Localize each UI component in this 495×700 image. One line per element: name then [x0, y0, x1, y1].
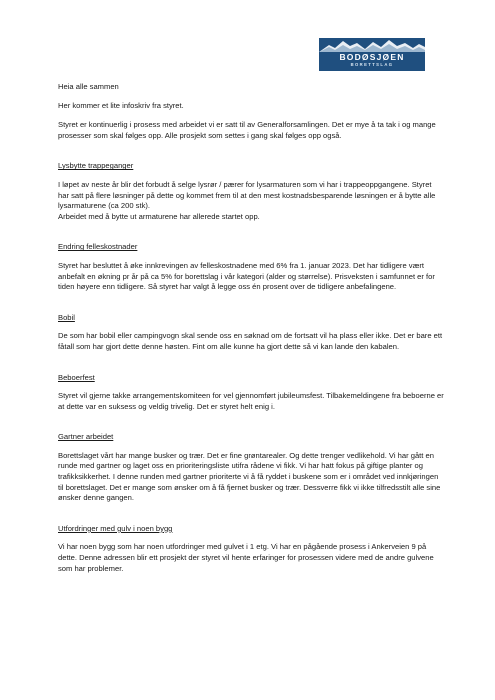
section-heading: Lysbytte trappeganger: [58, 161, 134, 171]
section-paragraph: I løpet av neste år blir det forbudt å selge lysrør / pærer for lysarmaturen som vi har i trappeoppgangene. Styret har satt på flere løsninger på dette og kommet frem til at den mest kostnadsbesparende løsningen er å bytte alle lysarmaturene (ca 200 stk).: [58, 179, 436, 211]
section-heading: Beboerfest: [58, 372, 95, 382]
section-heading: Gartner arbeidet: [58, 432, 114, 442]
section-heading: Endring felleskostnader: [58, 242, 138, 252]
lead-paragraph: Styret er kontinuerlig i prosess med arbeidet vi er satt til av Generalforsamlingen. Det er mye å ta tak i og mange prosesser som skal følges opp. Alle prosjekt som settes i gang skal følges opp også.: [58, 120, 436, 140]
logo-subtitle: BORETTSLAG: [350, 62, 394, 67]
section-paragraph: De som har bobil eller campingvogn skal sende oss en søknad om de fortsatt vil ha plass eller ikke. Det er bare ett fåtall som har gjort dette denne høsten. Fint om alle kunne ha gjort dette så vi kan lande den kabalen.: [58, 331, 443, 351]
section-paragraph: Arbeidet med å bytte ut armaturene har allerede startet opp.: [58, 211, 260, 221]
intro-text: Her kommer et lite infoskriv fra styret.: [58, 100, 184, 110]
section-paragraph: Styret vil gjerne takke arrangementskomiteen for vel gjennomført jubileumsfest. Tilbakemeldingene fra beboerne er at dette var en suksess og veldig trivelig. Det er styret helt enig i.: [58, 391, 444, 411]
section-paragraph: Styret har besluttet å øke innkrevingen av felleskostnadene med 6% fra 1. januar 2023. Det har tidligere vært anbefalt en økning pr år på ca 5% for borettslag i vår kategori (alder og størrelse). Prisveksten i samfunnet er for tiden høyere enn tidligere. Så styret har valgt å legge oss én prosent over de tidligere anbefalingene.: [58, 260, 435, 292]
borettslag-logo: [319, 38, 425, 71]
section-bobil: [58, 313, 444, 353]
section-gulv: [58, 524, 444, 574]
section-heading: Utfordringer med gulv i noen bygg: [58, 523, 173, 533]
logo-title: BODØSJØEN: [339, 52, 405, 62]
section-paragraph: Borettslaget vårt har mange busker og trær. Det er fine grøntarealer. Og dette trenger vedlikehold. Vi har gått en runde med gartner og laget oss en prioriteringsliste utifra rådene vi fikk. Vi har hatt fokus på giftige planter og trafikksikkerhet. I denne runden med gartner prioriterte vi å få ryddet i buskene som er i området ved innkjøringen til borettslaget. Det er mange som ønsker om å få fjernet busker og trær. Dessverre fikk vi ikke tilfredsstilt alle sine ønsker denne gangen.: [58, 450, 441, 503]
greeting: Heia alle sammen: [58, 82, 119, 91]
section-beboerfest: [58, 373, 444, 413]
section-felleskostnader: [58, 242, 444, 292]
newsletter-body: [58, 82, 444, 574]
section-lysbytte: [58, 161, 444, 222]
section-paragraph: Vi har noen bygg som har noen utfordringer med gulvet i 1 etg. Vi har en pågående prosess i Ankerveien 9 på dette. Denne adressen blir ett prosjekt der styret vil hente erfaringer for prosessen videre med de andre gulvene som har problemer.: [58, 542, 434, 573]
section-heading: Bobil: [58, 312, 75, 322]
section-gartner: [58, 432, 444, 504]
